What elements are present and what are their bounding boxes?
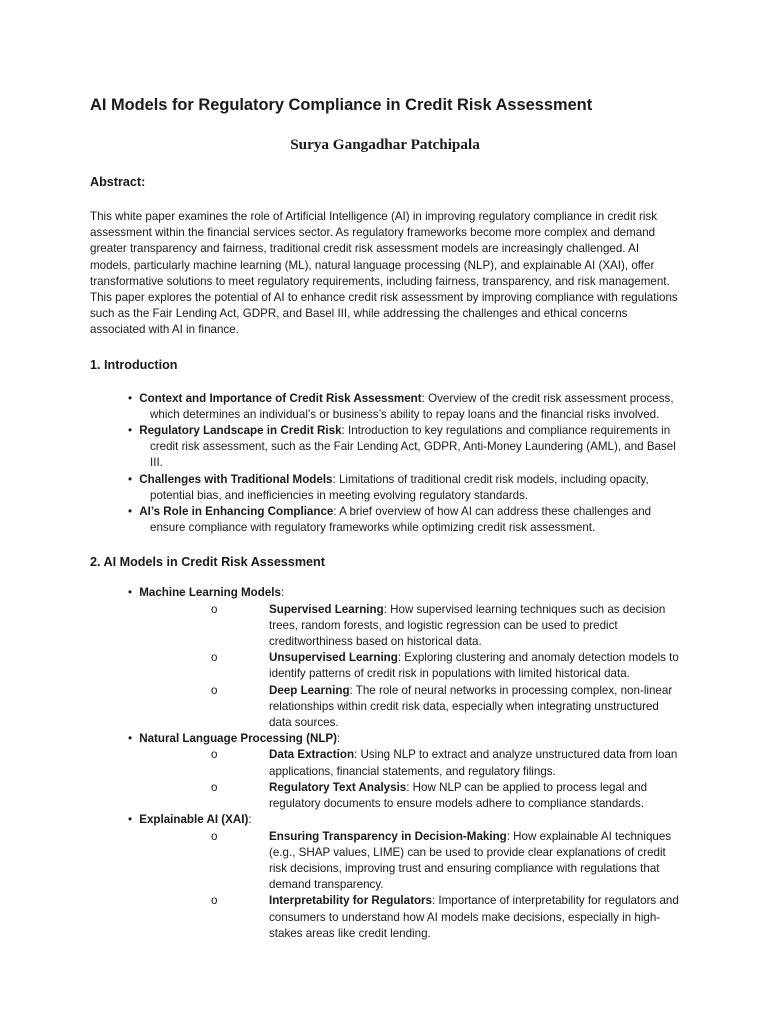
item-text: : Limitations of traditional credit risk models, including opacity, potential bias, and inefficiencies in meeting evolving regulatory standards. — [150, 472, 649, 502]
sub-item-lead: Regulatory Text Analysis — [269, 780, 407, 794]
item-lead: AI’s Role in Enhancing Compliance — [139, 505, 334, 519]
list-item — [128, 504, 680, 536]
circle-bullet-icon: o — [211, 683, 218, 697]
sub-list-item — [211, 893, 680, 942]
sub-item-text: : Importance of interpretability for regulators and consumers to understand how AI models make decisions, especially in high-stakes areas like credit lending. — [269, 894, 679, 940]
sub-list-item — [211, 829, 680, 894]
sub-item-lead: Ensuring Transparency in Decision-Making — [269, 829, 507, 843]
section-1-list — [90, 391, 680, 537]
section-1-heading: 1. Introduction — [90, 357, 178, 372]
sub-item-lead: Deep Learning — [269, 683, 350, 697]
bullet-icon: • — [128, 586, 133, 600]
sub-item-text: : Using NLP to extract and analyze unstructured data from loan applications, financial statements, and regulatory filings. — [269, 748, 678, 778]
item-suffix: : — [337, 732, 341, 746]
list-item — [128, 472, 680, 504]
sub-item-lead: Interpretability for Regulators — [269, 894, 432, 908]
abstract-heading: Abstract: — [90, 175, 146, 189]
list-item — [128, 423, 680, 472]
sub-item-lead: Supervised Learning — [269, 602, 384, 616]
item-lead: Explainable AI (XAI) — [139, 813, 249, 827]
sub-item-lead: Data Extraction — [269, 748, 355, 762]
bullet-icon: • — [128, 424, 133, 438]
item-lead: Regulatory Landscape in Credit Risk — [139, 424, 342, 438]
document-title: AI Models for Regulatory Compliance in Credit Risk Assessment — [90, 96, 593, 114]
bullet-icon: • — [128, 813, 133, 827]
sub-item-text: : The role of neural networks in processing complex, non-linear relationships within credit risk data, especially when integrating unstructured data sources. — [269, 683, 673, 730]
circle-bullet-icon: o — [211, 780, 218, 794]
list-item — [128, 731, 680, 812]
item-text: : A brief overview of how AI can address these challenges and ensure compliance with regulatory frameworks while optimizing credit risk assessment. — [150, 505, 652, 535]
bullet-icon: • — [128, 472, 133, 486]
item-lead: Context and Importance of Credit Risk Assessment — [139, 391, 422, 405]
sub-list — [150, 747, 680, 812]
abstract-paragraph: This white paper examines the role of Artificial Intelligence (AI) in improving regulatory compliance in credit risk assessment within the financial services sector. As regulatory frameworks become more complex and demand greater transparency and fairness, traditional credit risk assessment models are increasingly challenged. AI models, particularly machine learning (ML), natural language processing (NLP), and explainable AI (XAI), offer transformative solutions to meet regulatory requirements, including fairness, transparency, and risk management. This paper explores the potential of AI to enhance credit risk assessment by improving compliance with regulations such as the Fair Lending Act, GDPR, and Basel III, while addressing the challenges and ethical concerns associated with AI in finance. — [90, 210, 678, 337]
sub-item-text: : How NLP can be applied to process legal and regulatory documents to ensure models adhere to compliance standards. — [269, 780, 648, 811]
item-lead: Challenges with Traditional Models — [139, 472, 333, 486]
section-2-heading: 2. AI Models in Credit Risk Assessment — [90, 555, 325, 570]
item-text: : Overview of the credit risk assessment process, which determines an individual’s or business’s ability to repay loans and the financial risks involved. — [150, 391, 674, 421]
sub-list-item — [211, 747, 680, 779]
sub-item-lead: Unsupervised Learning — [269, 651, 398, 665]
circle-bullet-icon: o — [211, 602, 218, 616]
sub-item-text: : How explainable AI techniques (e.g., SHAP values, LIME) can be used to provide clear explanations of credit risk decisions, improving trust and ensuring compliance with regulations that demand transparency. — [269, 829, 672, 892]
sub-list-item — [211, 650, 680, 682]
item-lead: Natural Language Processing (NLP) — [139, 732, 338, 746]
bullet-icon: • — [128, 732, 133, 746]
author-name: Surya Gangadhar Patchipala — [290, 136, 480, 153]
sub-list — [150, 829, 680, 942]
bullet-icon: • — [128, 391, 133, 405]
bullet-icon: • — [128, 505, 133, 519]
sub-item-text: : How supervised learning techniques such as decision trees, random forests, and logistic regression can be used to predict creditworthiness based on historical data. — [269, 602, 666, 649]
list-item — [128, 812, 680, 942]
circle-bullet-icon: o — [211, 748, 218, 762]
item-lead: Machine Learning Models — [139, 586, 281, 600]
list-item — [128, 585, 680, 731]
circle-bullet-icon: o — [211, 829, 218, 843]
section-2-list — [90, 585, 680, 941]
sub-item-text: : Exploring clustering and anomaly detection models to identify patterns of credit risk in populations with limited historical data. — [269, 651, 679, 681]
sub-list-item — [211, 780, 680, 812]
sub-list-item — [211, 683, 680, 732]
item-text: : Introduction to key regulations and compliance requirements in credit risk assessment, such as the Fair Lending Act, GDPR, Anti-Money Laundering (AML), and Basel III. — [150, 424, 676, 470]
list-item — [128, 391, 680, 423]
circle-bullet-icon: o — [211, 651, 218, 665]
item-suffix: : — [280, 586, 285, 600]
sub-list-item — [211, 602, 680, 651]
circle-bullet-icon: o — [211, 894, 218, 908]
item-suffix: : — [248, 813, 252, 827]
sub-list — [150, 602, 680, 732]
